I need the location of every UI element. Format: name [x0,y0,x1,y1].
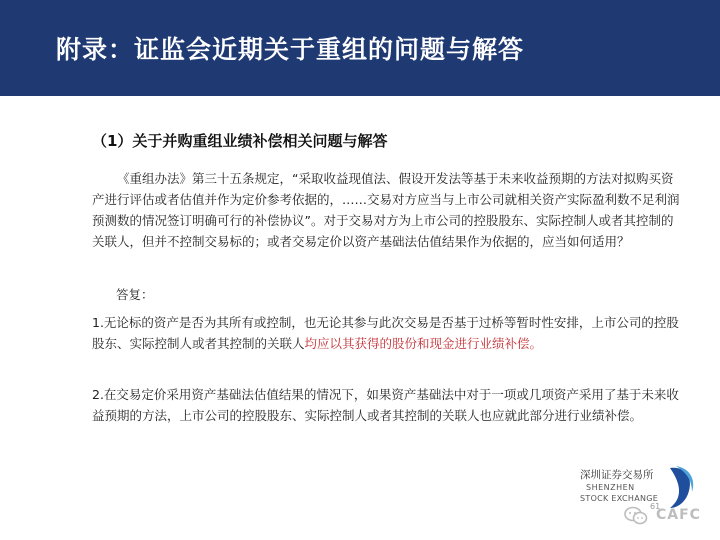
logo-english-line1: SHENZHEN [586,483,635,492]
answer-point-1 [92,312,684,354]
page-title: 附录：证监会近期关于重组的问题与解答 [56,35,525,64]
header-bar [0,0,720,96]
logo-chinese-name: 深圳证券交易所 [580,469,654,481]
section-heading: （1）关于并购重组业绩补偿相关问题与解答 [92,132,388,150]
answer-point-2: 2.在交易定价采用资产基础法估值结果的情况下，如果资产基础法中对于一项或几项资产采用了基于未来收益预期的方法，上市公司的控股股东、实际控制人或者其控制的关联人也应就此部分进行业绩补偿。 [92,387,679,423]
page-number: 61 [650,502,661,511]
answer-point-1-text: 1.无论标的资产是否为其所有或控制，也无论其参与此次交易是否基于过桥等暂时性安排，上市公司的控股股东、实际控制人或者其控制的关联人 [92,315,679,351]
logo-english-line2: STOCK EXCHANGE [580,494,659,503]
wechat-watermark [624,504,714,530]
answer-label: 答复： [116,287,154,302]
question-paragraph: 《重组办法》第三十五条规定，“采取收益现值法、假设开发法等基于未来收益预期的方法对拟购买资产进行评估或者估值并作为定价参考依据的，……交易对方应当与上市公司就相关资产实际盈利数不足利润预测数的情况签订明确可行的补偿协议”。对于交易对方为上市公司的控股股东、实际控制人或者其控制的关联人，但并不控制交易标的；或者交易定价以资产基础法估值结果作为依据的，应当如何适用？ [92,171,680,249]
wechat-icon [624,506,648,526]
watermark-text: CAFC [656,507,701,523]
answer-point-1-highlight: 均应以其获得的股份和现金进行业绩补偿。 [304,336,543,351]
